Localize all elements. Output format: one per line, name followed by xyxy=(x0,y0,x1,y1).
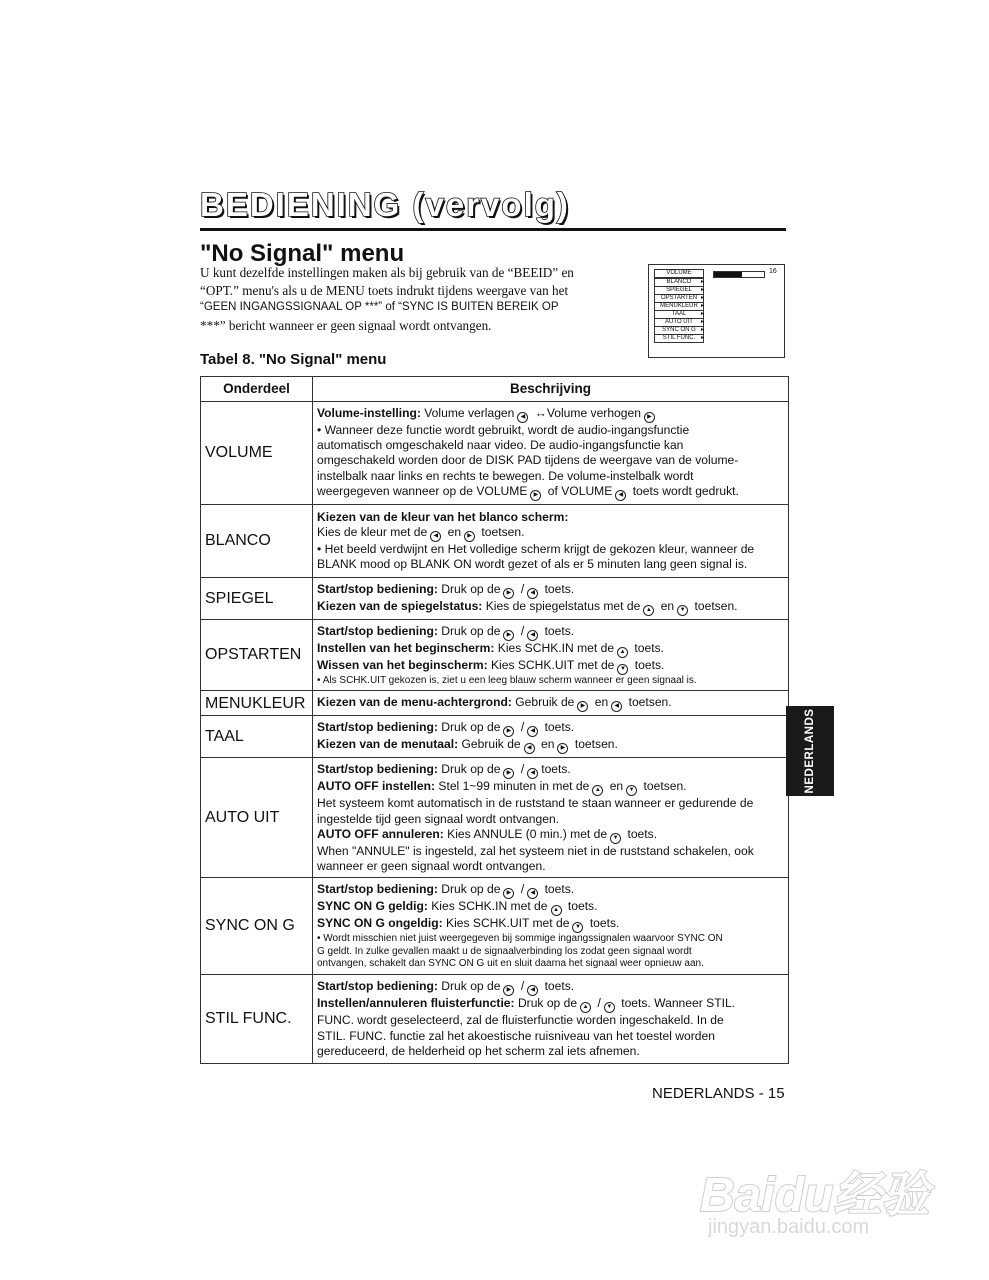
left-arrow-icon: ◀ xyxy=(430,531,441,542)
intro-line: U kunt dezelfde instellingen maken als bij gebruik van de “BEEID” en xyxy=(200,265,574,280)
text: Druk op de xyxy=(437,623,501,638)
up-arrow-icon: ▲ xyxy=(580,1002,591,1013)
bold-label: Kiezen van de kleur van het blanco scherm: xyxy=(317,510,569,524)
row-description xyxy=(313,402,789,505)
left-arrow-icon: ◀ xyxy=(615,490,626,501)
text: Druk op de xyxy=(437,979,501,994)
right-arrow-icon: ▶ xyxy=(503,888,514,899)
intro-line: “GEEN INGANGSSIGNAAL OP ***” of “SYNC IS BUITEN BEREIK OP xyxy=(200,301,559,313)
right-arrow-icon: ▶ xyxy=(503,588,514,599)
text: / xyxy=(517,979,525,994)
text: / xyxy=(517,762,525,777)
up-arrow-icon: ▲ xyxy=(551,905,562,916)
intro-line: “OPT.” menu's als u de MENU toets indrukt tijdens weergave van het xyxy=(200,282,569,298)
osd-volume-bar xyxy=(713,271,765,278)
row-item: OPSTARTEN xyxy=(201,619,313,691)
language-side-tab xyxy=(786,706,834,796)
down-arrow-icon: ▼ xyxy=(677,605,688,616)
up-arrow-icon: ▲ xyxy=(643,605,654,616)
bold-label: Kiezen van de menutaal: xyxy=(317,737,459,752)
table-row xyxy=(201,691,789,716)
text: toetsen. xyxy=(478,525,525,540)
chapter-title: BEDIENING (vervolg) xyxy=(200,186,570,223)
text: ↔Volume verhogen xyxy=(531,406,641,420)
bold-label: Kiezen van de menu-achtergrond: xyxy=(317,695,512,710)
right-arrow-icon: ▶ xyxy=(557,743,568,754)
table-row xyxy=(201,716,789,758)
text: toetsen. xyxy=(571,737,618,752)
row-item: STIL FUNC. xyxy=(201,974,313,1063)
text: ontvangen, schakelt dan SYNC ON G uit en sluit daarna het signaal weer opnieuw aan. xyxy=(317,958,704,970)
right-arrow-icon: ▶ xyxy=(503,726,514,737)
down-arrow-icon: ▼ xyxy=(610,833,621,844)
text: toets. xyxy=(541,623,575,638)
down-arrow-icon: ▼ xyxy=(626,785,637,796)
text: Druk op de xyxy=(514,996,578,1011)
text: Stel 1~99 minuten in met de xyxy=(435,779,590,794)
text: weergegeven wanneer op de VOLUME xyxy=(317,483,528,498)
row-item: TAAL xyxy=(201,716,313,758)
row-item: MENUKLEUR xyxy=(201,691,313,716)
text: en xyxy=(444,525,462,540)
right-arrow-icon: ▶ xyxy=(464,531,475,542)
left-arrow-icon: ◀ xyxy=(517,412,528,423)
table-row xyxy=(201,577,789,619)
text: en xyxy=(606,779,624,794)
text: When "ANNULE" is ingesteld, zal het systeem niet in de ruststand schakelen, ook xyxy=(317,843,754,858)
text: Kies SCHK.IN met de xyxy=(427,899,548,914)
text: en xyxy=(537,737,555,752)
bold-label: Kiezen van de spiegelstatus: xyxy=(317,598,483,613)
left-arrow-icon: ◀ xyxy=(527,630,538,641)
text: Druk op de xyxy=(437,720,501,735)
text: / xyxy=(517,623,525,638)
bold-label: SYNC ON G ongeldig: xyxy=(317,916,443,931)
text: / xyxy=(517,581,525,596)
section-title: "No Signal" menu xyxy=(200,240,405,267)
bold-label: Volume-instelling: xyxy=(317,406,421,420)
text: toets. xyxy=(541,762,571,777)
bold-label: Start/stop bediening: xyxy=(317,979,438,994)
text: Druk op de xyxy=(437,882,501,897)
osd-item: AUTO UIT ▸ xyxy=(654,318,704,327)
row-description xyxy=(313,504,789,577)
up-arrow-icon: ▲ xyxy=(592,785,603,796)
col-header-beschrijving: Beschrijving xyxy=(313,377,789,402)
osd-item: SYNC ON G ▸ xyxy=(654,326,704,335)
osd-volume-fill xyxy=(714,272,742,277)
osd-item: MENUKLEUR ▸ xyxy=(654,302,704,311)
text: / xyxy=(594,996,601,1011)
text: Kies de spiegelstatus met de xyxy=(482,598,641,613)
text: wanneer er geen signaal wordt ontvangen. xyxy=(317,858,546,873)
bold-label: AUTO OFF instellen: xyxy=(317,779,436,794)
down-arrow-icon: ▼ xyxy=(604,1002,615,1013)
watermark-logo: Baidu经验 xyxy=(700,1169,930,1222)
text: • Het beeld verdwijnt en Het volledige scherm krijgt de gekozen kleur, wanneer de xyxy=(317,542,755,557)
text: / xyxy=(517,720,525,735)
table-row xyxy=(201,878,789,975)
row-description xyxy=(313,691,789,716)
text: gereduceerd, de helderheid op het scherm zal iets afnemen. xyxy=(317,1043,640,1058)
right-arrow-icon: ▶ xyxy=(503,768,514,779)
row-description xyxy=(313,577,789,619)
text: toets. xyxy=(564,899,598,914)
text: • Als SCHK.UIT gekozen is, ziet u een leeg blauw scherm wanneer er geen signaal is. xyxy=(317,674,697,686)
text: automatisch omgeschakeld naar video. De audio-ingangsfunctie kan xyxy=(317,438,684,453)
osd-volume-value: 16 xyxy=(769,268,777,275)
row-item: AUTO UIT xyxy=(201,758,313,878)
text: toets. xyxy=(541,581,575,596)
down-arrow-icon: ▼ xyxy=(617,664,628,675)
bold-label: AUTO OFF annuleren: xyxy=(317,826,444,841)
text: of VOLUME xyxy=(544,483,613,498)
title-rule xyxy=(200,228,786,231)
text: toets. xyxy=(631,640,665,655)
left-arrow-icon: ◀ xyxy=(527,588,538,599)
bold-label: Wissen van het beginscherm: xyxy=(317,657,488,672)
watermark xyxy=(700,1130,930,1240)
text: Kies SCHK.IN met de xyxy=(494,640,615,655)
bold-label: Start/stop bediening: xyxy=(317,581,438,596)
table-row xyxy=(201,402,789,505)
text: en xyxy=(657,598,675,613)
bold-label: Instellen/annuleren fluisterfunctie: xyxy=(317,996,515,1011)
no-signal-menu-table xyxy=(200,376,789,1064)
bold-label: Start/stop bediening: xyxy=(317,882,438,897)
text: G geldt. In zulke gevallen maakt u de signaalverbinding los zodat geen signaal wordt xyxy=(317,945,692,957)
text: toetsen. xyxy=(625,695,672,710)
text: Gebruik de xyxy=(511,695,575,710)
text: Het systeem komt automatisch in de ruststand te staan wanneer er gedurende de xyxy=(317,796,754,811)
left-arrow-icon: ◀ xyxy=(527,768,538,779)
intro-line: ***” bericht wanneer er geen signaal wordt ontvangen. xyxy=(200,317,492,333)
text: Gebruik de xyxy=(458,737,521,752)
row-description xyxy=(313,758,789,878)
table-caption: Tabel 8. "No Signal" menu xyxy=(200,351,387,368)
right-arrow-icon: ▶ xyxy=(644,412,655,423)
row-item: SYNC ON G xyxy=(201,878,313,975)
text: omgeschakeld worden door de DISK PAD tijdens de weergave van de volume- xyxy=(317,453,739,468)
text: ingestelde tijd geen signaal wordt ontvangen. xyxy=(317,811,560,826)
osd-menu-illustration xyxy=(648,264,785,358)
table-header-row xyxy=(201,377,789,402)
bold-label: Instellen van het beginscherm: xyxy=(317,640,495,655)
right-arrow-icon: ▶ xyxy=(577,701,588,712)
right-arrow-icon: ▶ xyxy=(503,630,514,641)
page-footer: NEDERLANDS - 15 xyxy=(652,1085,785,1102)
right-arrow-icon: ▶ xyxy=(503,985,514,996)
table-row xyxy=(201,974,789,1063)
text: Druk op de xyxy=(437,581,501,596)
watermark-url: jingyan.baidu.com xyxy=(708,1216,870,1238)
text: en xyxy=(591,695,609,710)
down-arrow-icon: ▼ xyxy=(572,922,583,933)
text: Kies SCHK.UIT met de xyxy=(487,657,615,672)
row-description xyxy=(313,974,789,1063)
text: toets wordt gedrukt. xyxy=(629,483,739,498)
row-item: BLANCO xyxy=(201,504,313,577)
text: toets. xyxy=(541,720,575,735)
osd-item: STIL FUNC. ▸ xyxy=(654,334,704,343)
left-arrow-icon: ◀ xyxy=(527,985,538,996)
bold-label: Start/stop bediening: xyxy=(317,720,438,735)
left-arrow-icon: ◀ xyxy=(527,726,538,737)
osd-item: TAAL ▸ xyxy=(654,310,704,319)
bold-label: Start/stop bediening: xyxy=(317,762,438,777)
text: STIL. FUNC. functie zal het akoestische ruisniveau van het toestel worden xyxy=(317,1028,715,1043)
left-arrow-icon: ◀ xyxy=(611,701,622,712)
left-arrow-icon: ◀ xyxy=(527,888,538,899)
row-description xyxy=(313,619,789,691)
text: toetsen. xyxy=(640,779,687,794)
text: Druk op de xyxy=(437,762,501,777)
text: / xyxy=(517,882,525,897)
text: toets. xyxy=(541,882,575,897)
table-row xyxy=(201,504,789,577)
osd-item: BLANCO ▸ xyxy=(654,278,704,287)
col-header-onderdeel: Onderdeel xyxy=(201,377,313,402)
table-row xyxy=(201,758,789,878)
osd-item: VOLUME xyxy=(654,269,704,278)
osd-item: SPIEGEL ▸ xyxy=(654,286,704,295)
left-arrow-icon: ◀ xyxy=(524,743,535,754)
text: Kies ANNULE (0 min.) met de xyxy=(443,826,608,841)
row-item: VOLUME xyxy=(201,402,313,505)
osd-item: OPSTARTEN ▸ xyxy=(654,294,704,303)
text: BLANK mood op BLANK ON wordt gezet of als er 5 minuten lang geen signal is. xyxy=(317,557,748,572)
text: toetsen. xyxy=(691,598,738,613)
bold-label: SYNC ON G geldig: xyxy=(317,899,428,914)
intro-paragraph xyxy=(200,264,630,334)
text: Volume verlagen xyxy=(420,406,515,420)
text: toets. xyxy=(541,979,575,994)
bold-label: Start/stop bediening: xyxy=(317,623,438,638)
side-tab-label: NEDERLANDS xyxy=(804,708,816,794)
right-arrow-icon: ▶ xyxy=(530,490,541,501)
text: FUNC. wordt geselecteerd, zal de fluisterfunctie worden ingeschakeld. In de xyxy=(317,1013,724,1028)
text: toets. xyxy=(586,916,620,931)
text: • Wordt misschien niet juist weergegeven bij sommige ingangssignalen waarvoor SYNC ON xyxy=(317,933,723,945)
text: Kies de kleur met de xyxy=(317,525,428,540)
text: toets. xyxy=(631,657,665,672)
row-description xyxy=(313,716,789,758)
text: • Wanneer deze functie wordt gebruikt, wordt de audio-ingangsfunctie xyxy=(317,423,690,437)
text: instelbalk naar links en rechts te bewegen. De volume-instelbalk wordt xyxy=(317,468,694,483)
row-item: SPIEGEL xyxy=(201,577,313,619)
text: toets. xyxy=(624,826,658,841)
table-row xyxy=(201,619,789,691)
row-description xyxy=(313,878,789,975)
text: Kies SCHK.UIT met de xyxy=(442,916,570,931)
text: toets. Wanneer STIL. xyxy=(617,996,736,1011)
up-arrow-icon: ▲ xyxy=(617,647,628,658)
